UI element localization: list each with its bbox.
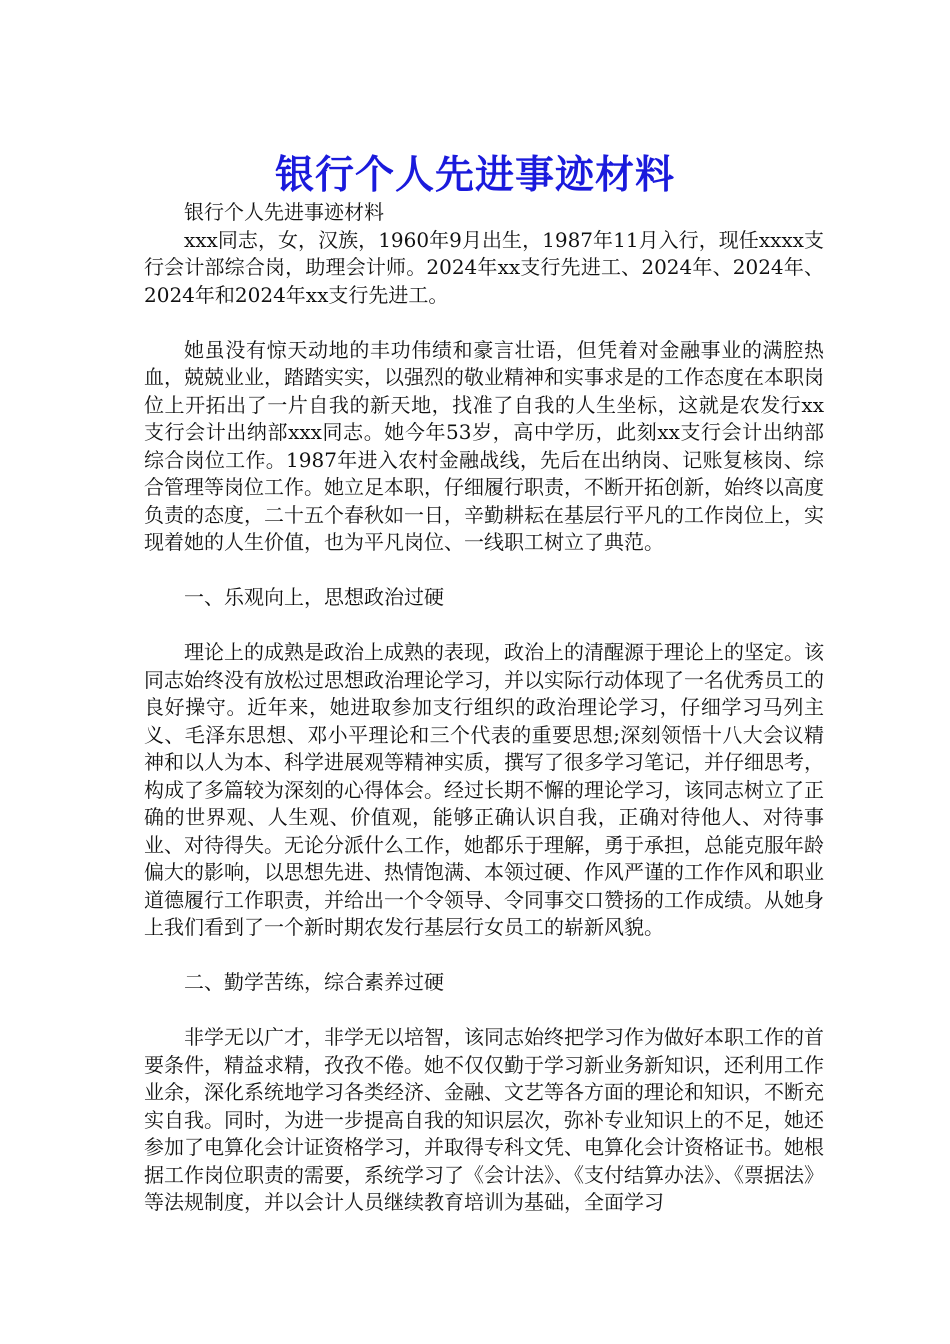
section-2-paragraph: 非学无以广才，非学无以培智，该同志始终把学习作为做好本职工作的首要条件，精益求精，孜孜不倦。她不仅仅勤于学习新业务新知识，还利用工作业余，深化系统地学习各类经济、金融、文艺等各方面的理论和知识，不断充实自我。同时，为进一步提高自我的知识层次，弥补专业知识上的不足，她还参加了电算化会计证资格学习，并取得专科文凭、电算化会计资格证书。她根据工作岗位职责的需要，系统学习了《会计法》、《支付结算办法》、《票据法》等法规制度，并以会计人员继续教育培训为基础，全面学习 — [144, 1025, 824, 1214]
section-heading-1: 一、乐观向上，思想政治过硬 — [184, 585, 444, 609]
subtitle-line: 银行个人先进事迹材料 — [184, 200, 384, 224]
overview-paragraph: 她虽没有惊天动地的丰功伟绩和豪言壮语，但凭着对金融事业的满腔热血，兢兢业业，踏踏实实，以强烈的敬业精神和实事求是的工作态度在本职岗位上开拓出了一片自我的新天地，找准了自我的人生坐标，这就是农发行xx支行会计出纳部xxx同志。她今年53岁，高中学历，此刻xx支行会计出纳部综合岗位工作。1987年进入农村金融战线，先后在出纳岗、记账复核岗、综合管理等岗位工作。她立足本职，仔细履行职责，不断开拓创新，始终以高度负责的态度，二十五个春秋如一日，辛勤耕耘在基层行平凡的工作岗位上，实现着她的人生价值，也为平凡岗位、一线职工树立了典范。 — [144, 337, 824, 554]
section-heading-2: 二、勤学苦练，综合素养过硬 — [184, 970, 444, 994]
document-body — [144, 199, 824, 1217]
intro-paragraph: xxx同志，女，汉族，1960年9月出生，1987年11月入行，现任xxxx支行会计部综合岗，助理会计师。2024年xx支行先进工、2024年、2024年、2024年和2024年xx支行先进工。 — [144, 227, 824, 307]
section-1-paragraph: 理论上的成熟是政治上成熟的表现，政治上的清醒源于理论上的坚定。该同志始终没有放松过思想政治理论学习，并以实际行动体现了一名优秀员工的良好操守。近年来，她进取参加支行组织的政治理论学习，仔细学习马列主义、毛泽东思想、邓小平理论和三个代表的重要思想;深刻领悟十八大会议精神和以人为本、科学进展观等精神实质，撰写了很多学习笔记，并仔细思考，构成了多篇较为深刻的心得体会。经过长期不懈的理论学习，该同志树立了正确的世界观、人生观、价值观，能够正确认识自我，正确对待他人、对待事业、对待得失。无论分派什么工作，她都乐于理解，勇于承担，总能克服年龄偏大的影响，以思想先进、热情饱满、本领过硬、作风严谨的工作作风和职业道德履行工作职责，并给出一个令领导、令同事交口赞扬的工作成绩。从她身上我们看到了一个新时期农发行基层行女员工的崭新风貌。 — [144, 640, 824, 939]
document-title: 银行个人先进事迹材料 — [274, 153, 675, 199]
